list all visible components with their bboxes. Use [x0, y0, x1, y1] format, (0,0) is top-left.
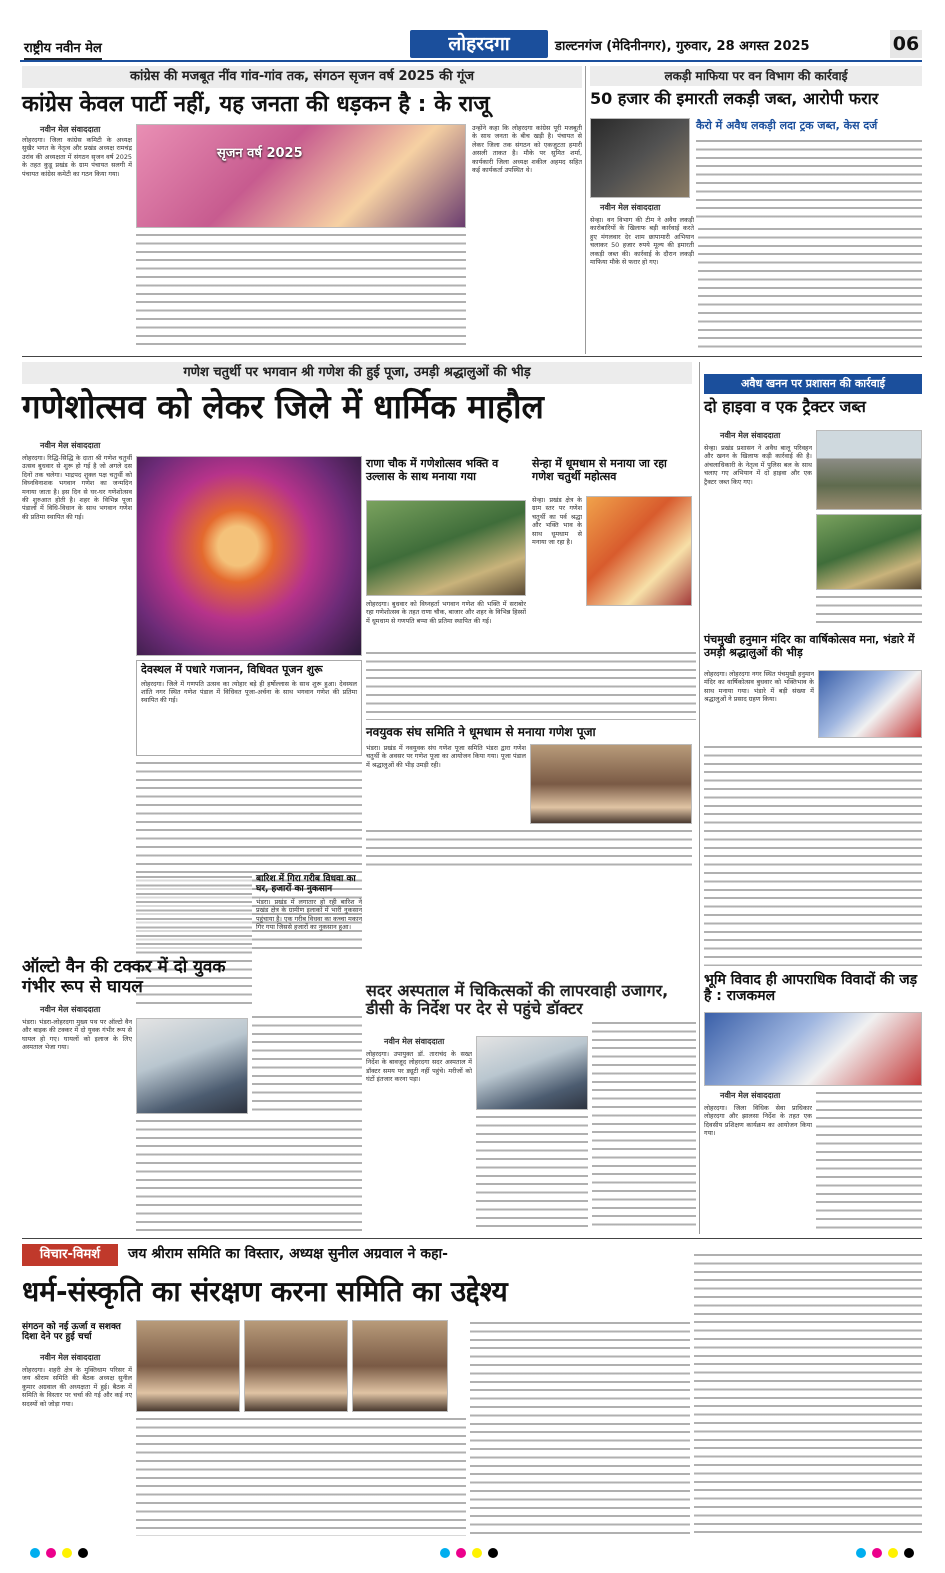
story1-body-lines — [136, 232, 466, 350]
section-title: लोहरदगा — [410, 30, 548, 58]
story6-body: सेन्हा। प्रखंड क्षेत्र के ग्राम स्तर पर गणेश चतुर्थी का पर्व श्रद्धा और भक्ति भाव के साथ धूमधाम से मनाया जा रहा है। — [532, 496, 582, 547]
story6-photo — [586, 496, 692, 606]
story13-byline: नवीन मेल संवाददाता — [720, 1091, 781, 1100]
story2-kicker: लकड़ी माफिया पर वन विभाग की कार्रवाई — [590, 66, 922, 86]
story11-photo-a — [816, 430, 922, 510]
story10-body: लोहरदगा। उपायुक्त डॉ. ताराचंद के सख्त निर्देश के बावजूद लोहरदगा सदर अस्पताल में डॉक्टर समय पर ड्यूटी नहीं पहुंचे। मरीजों को घंटों इंतजार करना पड़ा। — [366, 1050, 472, 1084]
story13-photo — [704, 1012, 922, 1086]
story9-photo — [136, 1018, 248, 1114]
story1-photo — [136, 124, 466, 228]
swatch-yellow — [472, 1548, 482, 1558]
story11-body: सेन्हा। प्रखंड प्रशासन ने अवैध बालू परिवहन और खनन के खिलाफ कड़ी कार्रवाई की है। अंचलाधिकारी के नेतृत्व में पुलिस बल के साथ चलाए गए अभियान में दो हाइवा और एक ट्रैक्टर जब्त किए गए। — [704, 444, 812, 486]
swatch-yellow — [62, 1548, 72, 1558]
story9-byline: नवीन मेल संवाददाता — [40, 1005, 101, 1014]
story12-headline: पंचमुखी हनुमान मंदिर का वार्षिकोत्सव मना, भंडारे में उमड़ी श्रद्धालुओं की भीड़ — [704, 633, 915, 659]
story8-headline: बारिश में गिरा गरीब विधवा का घर, हजारों का नुकसान — [256, 874, 356, 895]
story5-headline: राणा चौक में गणेशोत्सव भक्ति व उल्लास के साथ मनाया गया — [366, 457, 499, 483]
story9-headline: ऑल्टो वैन की टक्कर में दो युवक गंभीर रूप से घायल — [22, 957, 226, 997]
story5-body: लोहरदगा। बुधवार को विघ्नहर्ता भगवान गणेश की भक्ति में सराबोर रहा गणेशोत्सव के तहत राणा चौक, बाजार और शहर के विभिन्न हिस्सों में धूमधाम से गणपति बप्पा की प्रतिमा स्थापित की गई। — [366, 600, 526, 625]
story11-body-lines — [816, 594, 922, 628]
column-rule — [585, 66, 586, 354]
story4-box — [136, 660, 362, 756]
story10-photo — [476, 1036, 588, 1110]
story14-body-lines-b — [470, 1320, 690, 1536]
story3-photo — [136, 456, 362, 656]
story2-byline: नवीन मेल संवाददाता — [600, 203, 661, 212]
story7-body: भंडरा। प्रखंड में नवयुवक संघ गणेश पूजा समिति भंडरा द्वारा गणेश चतुर्थी के अवसर पर गणेश पूजा का आयोजन किया गया। पूजा पंडाल में श्रद्धालुओं की भीड़ उमड़ी रही। — [366, 744, 526, 769]
swatch-cyan — [30, 1548, 40, 1558]
story7-headline: नवयुवक संघ समिति ने धूमधाम से मनाया गणेश पूजा — [366, 725, 596, 739]
story14-section: विचार-विमर्श — [22, 1244, 118, 1266]
paper-name — [24, 38, 102, 60]
swatch-cyan — [440, 1548, 450, 1558]
dateline: डाल्टनगंज (मेदिनीनगर), गुरुवार, 28 अगस्त 2025 — [555, 39, 810, 54]
story14-headline: धर्म-संस्कृति का संरक्षण करना समिति का उद्देश्य — [22, 1275, 508, 1308]
story14-photo-c — [352, 1320, 448, 1412]
story10-body-lines — [476, 1114, 588, 1232]
story3-kicker: गणेश चतुर्थी पर भगवान श्री गणेश की हुई पूजा, उमड़ी श्रद्धालुओं की भीड़ — [22, 362, 692, 384]
story2-headline: 50 हजार की इमारती लकड़ी जब्त, आरोपी फरार — [590, 89, 879, 108]
section-rule — [22, 356, 922, 357]
story1-body-a: लोहरदगा। जिला कांग्रेस कमिटी के अध्यक्ष सुखैर भगत के नेतृत्व और प्रखंड अध्यक्ष रामचंद्र उरांव की अध्यक्षता में संगठन सृजन वर्ष 2025 के तहत कुडू प्रखंड के ग्राम पंचायत सलगी में पंचायत कांग्रेस कमेटी का गठन किया गया। — [22, 136, 132, 178]
story8-body-lines — [252, 1014, 362, 1114]
story2-subhead: कैरो में अवैध लकड़ी लदा ट्रक जब्त, केस दर्ज — [696, 119, 878, 132]
swatch-magenta — [872, 1548, 882, 1558]
swatch-cyan — [856, 1548, 866, 1558]
story12-body: लोहरदगा। लोहरदगा नगर स्थित पंचमुखी हनुमान मंदिर का वार्षिकोत्सव बुधवार को भक्तिभाव के साथ मनाया गया। भंडारे में बड़ी संख्या में श्रद्धालुओं ने प्रसाद ग्रहण किया। — [704, 670, 814, 704]
story2-photo — [590, 118, 690, 198]
story7-photo — [530, 744, 692, 824]
swatch-magenta — [46, 1548, 56, 1558]
story2-body: सेन्हा। वन विभाग की टीम ने अवैध लकड़ी कारोबारियों के खिलाफ बड़ी कार्रवाई करते हुए मंगलवार देर शाम छापामारी अभियान चलाकर 50 हजार रुपये मूल्य की इमारती लकड़ी जब्त की। कार्रवाई के दौरान लकड़ी माफिया मौके से फरार हो गए। — [590, 216, 694, 267]
masthead-rule — [20, 60, 922, 62]
story5-photo — [366, 500, 526, 596]
story9-body-lines — [136, 1118, 362, 1232]
story10-body-lines-b — [592, 1020, 696, 1232]
story11-kicker: अवैध खनन पर प्रशासन की कार्रवाई — [704, 374, 922, 394]
swatch-yellow — [888, 1548, 898, 1558]
story1-photo-caption: सृजन वर्ष 2025 — [217, 146, 303, 161]
story12-photo — [818, 670, 922, 738]
story3-headline: गणेशोत्सव को लेकर जिले में धार्मिक माहौल — [22, 387, 544, 426]
story7-body-lines — [366, 828, 692, 868]
story11-headline: दो हाइवा व एक ट्रैक्टर जब्त — [704, 397, 866, 416]
column-rule-2 — [699, 362, 700, 1234]
registration-marks-center — [440, 1548, 498, 1558]
story1-headline: कांग्रेस केवल पार्टी नहीं, यह जनता की धड़कन है : के राजू — [22, 92, 490, 117]
registration-marks-right — [856, 1548, 914, 1558]
story4-body: लोहरदगा। जिले में गणपति उत्सव का त्योहार बड़े ही हर्षोल्लास के साथ शुरू हुआ। देवस्थल शांति नगर स्थित गणेश पंडाल में विधिवत पूजा-अर्चना के साथ भगवान गणेश की प्रतिमा स्थापित की गई। — [141, 679, 357, 705]
story14-byline: नवीन मेल संवाददाता — [40, 1353, 101, 1362]
story1-body-b: उन्होंने कहा कि लोहरदगा कांग्रेस पूरी मजबूती के साथ जनता के बीच खड़ी है। पंचायत से लेकर जिला तक संगठन को एकजुटता हमारी असली ताकत है। मौके पर सुमित शर्मा, कार्यकारी जिला अध्यक्ष शकील अहमद सहित कई कार्यकर्ता उपस्थित थे। — [472, 124, 582, 175]
story12-body-lines — [704, 744, 922, 966]
story6-headline: सेन्हा में धूमधाम से मनाया जा रहा गणेश चतुर्थी महोत्सव — [532, 457, 667, 483]
story1-kicker: कांग्रेस की मजबूत नींव गांव-गांव तक, संगठन सृजन वर्ष 2025 की गूंज — [22, 66, 582, 88]
page-number: 06 — [890, 30, 922, 58]
story13-headline: भूमि विवाद ही आपराधिक विवादों की जड़ है : राजकमल — [704, 972, 918, 1005]
story14-body-lines — [136, 1416, 466, 1536]
swatch-black — [78, 1548, 88, 1558]
registration-marks-left — [30, 1548, 88, 1558]
story14-bullet: संगठन को नई ऊर्जा व सशक्त दिशा देने पर हुई चर्चा — [22, 1322, 121, 1343]
story11-byline: नवीन मेल संवाददाता — [720, 431, 781, 440]
story10-byline: नवीन मेल संवाददाता — [384, 1037, 445, 1046]
story2-body-lines-b — [698, 226, 922, 350]
swatch-black — [904, 1548, 914, 1558]
story1-byline: नवीन मेल संवाददाता — [40, 125, 101, 134]
swatch-black — [488, 1548, 498, 1558]
story10-headline: सदर अस्पताल में चिकित्सकों की लापरवाही उजागर, डीसी के निर्देश पर देर से पहुंचे डॉक्टर — [366, 981, 669, 1019]
story3-body: लोहरदगा। रिद्धि-सिद्धि के दाता श्री गणेश चतुर्थी उत्सव बुधवार से शुरू हो गई है जो अगले दस दिनों तक चलेगा। भाद्रपद शुक्ल पक्ष चतुर्थी को विघ्नविनाशक भगवान गणेश का जन्मदिन मनाया जाता है। इस दिन से घर-घर गणेशोत्सव की शुरुआत होती है। शहर के विभिन्न पूजा पंडालों में विधि-विधान के साथ भगवान गणेश की प्रतिमा स्थापित की गई। — [22, 454, 132, 521]
story8-body: भंडरा। प्रखंड में लगातार हो रही बारिश ने प्रखंड क्षेत्र के ग्रामीण इलाकों में भारी नुकसान पहुंचाया है। एक गरीब विधवा का कच्चा मकान गिर गया जिससे हजारों का नुकसान हुआ। — [256, 898, 362, 932]
story14-photo-b — [244, 1320, 348, 1412]
story13-body-lines — [816, 1090, 922, 1232]
story14-body: लोहरदगा। शहरी क्षेत्र के मुक्तिधाम परिसर में जय श्रीराम समिति की बैठक अध्यक्ष सुनील कुमार अग्रवाल की अध्यक्षता में हुई। बैठक में समिति के विस्तार पर चर्चा की गई और कई नए सदस्यों को जोड़ा गया। — [22, 1366, 132, 1408]
story3-byline: नवीन मेल संवाददाता — [40, 441, 101, 450]
story13-body: लोहरदगा। जिला विधिक सेवा प्राधिकार लोहरदगा और झालसा निर्देश के तहत एक दिवसीय प्रशिक्षण कार्यक्रम का आयोजन किया गया। — [704, 1104, 812, 1138]
story5-body-lines — [366, 650, 696, 720]
story14-body-lines-c — [694, 1252, 922, 1536]
story14-kicker: जय श्रीराम समिति का विस्तार, अध्यक्ष सुनील अग्रवाल ने कहा- — [128, 1246, 448, 1262]
story2-body-lines — [696, 138, 922, 218]
swatch-magenta — [456, 1548, 466, 1558]
story14-photo-a — [136, 1320, 240, 1412]
story11-photo-b — [816, 514, 922, 590]
section-rule-2 — [22, 1238, 922, 1239]
story4-headline: देवस्थल में पधारे गजानन, विधिवत पूजन शुरू — [141, 663, 323, 676]
story9-body: भंडरा। भंडरा-लोहरदगा मुख्य पथ पर ऑल्टो वैन और बाइक की टक्कर में दो युवक गंभीर रूप से घायल हो गए। घायलों को इलाज के लिए अस्पताल भेजा गया। — [22, 1018, 132, 1052]
paper-name-text: राष्ट्रीय नवीन मेल — [24, 41, 102, 56]
